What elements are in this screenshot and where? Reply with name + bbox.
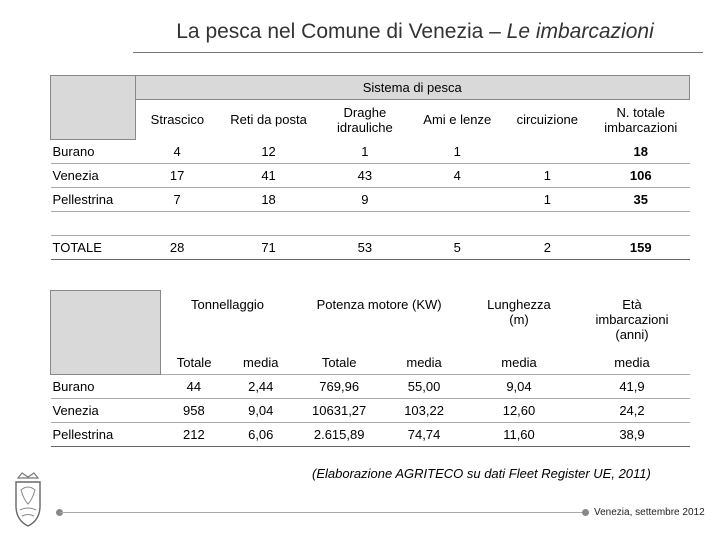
table-cell: 55,00 <box>384 375 464 399</box>
table-cell: 9,04 <box>227 399 294 423</box>
table-cell: 12,60 <box>464 399 574 423</box>
table-cell: 18 <box>219 188 318 212</box>
page-title <box>0 20 720 44</box>
table-cell: 1 <box>503 188 592 212</box>
row-label: TOTALE <box>52 240 102 255</box>
column-header: media <box>574 351 690 375</box>
row-label: Venezia <box>51 164 136 188</box>
table-cell: 958 <box>160 399 227 423</box>
table-cell: 9,04 <box>464 375 574 399</box>
table-cell: 12 <box>219 140 318 164</box>
table-row-total <box>51 236 690 260</box>
fishing-system-table <box>50 75 690 260</box>
row-label: Burano <box>51 375 161 399</box>
group-header: Tonnellaggio <box>160 291 294 351</box>
table-row <box>51 375 691 399</box>
table-cell: 6,06 <box>248 427 274 442</box>
row-label: Burano <box>51 140 136 164</box>
table-cell: 7 <box>135 188 219 212</box>
footer-divider <box>60 512 585 513</box>
table-cell: 103,22 <box>384 399 464 423</box>
footer-dot-right <box>582 509 589 516</box>
table-row <box>51 188 690 212</box>
table-cell <box>503 140 592 164</box>
fleet-characteristics-table <box>50 290 690 447</box>
table-cell: 53 <box>357 240 373 255</box>
table-cell: 4 <box>412 164 503 188</box>
corner-cell <box>51 291 161 375</box>
table-cell: 10631,27 <box>294 399 384 423</box>
column-header: media <box>227 351 294 375</box>
title-italic: Le imbarcazioni <box>506 20 654 43</box>
table-cell: 18 <box>592 140 689 164</box>
table-cell: 71 <box>261 240 276 255</box>
table-row <box>51 423 691 447</box>
table-row <box>51 399 691 423</box>
group-header: Potenza motore (KW) <box>294 291 464 351</box>
table-cell: 9 <box>318 188 412 212</box>
table-cell: 41,9 <box>574 375 690 399</box>
group-header: Sistema di pesca <box>135 76 690 100</box>
table-cell: 2,44 <box>227 375 294 399</box>
row-label: Pellestrina <box>51 188 136 212</box>
title-main: La pesca nel Comune di Venezia – <box>176 20 507 43</box>
table-cell: 159 <box>629 240 652 255</box>
source-note: (Elaborazione AGRITECO su dati Fleet Register UE, 2011) <box>312 466 651 481</box>
corner-cell <box>51 76 136 140</box>
table-cell: 44 <box>160 375 227 399</box>
table-row <box>51 140 690 164</box>
table-cell <box>412 188 503 212</box>
table-cell: 41 <box>219 164 318 188</box>
column-header: media <box>464 351 574 375</box>
title-divider <box>133 52 703 53</box>
group-header: Età imbarcazioni (anni) <box>574 291 690 351</box>
table-row <box>51 164 690 188</box>
table-cell: 2 <box>543 240 551 255</box>
table-cell: 74,74 <box>407 427 441 442</box>
table-cell: 17 <box>135 164 219 188</box>
table-cell: 24,2 <box>574 399 690 423</box>
table-cell: 35 <box>592 188 689 212</box>
coat-of-arms-icon <box>10 470 46 530</box>
table-cell: 28 <box>169 240 185 255</box>
row-label: Venezia <box>51 399 161 423</box>
column-header: N. totale imbarcazioni <box>592 100 689 140</box>
group-header: Lunghezza (m) <box>464 291 574 351</box>
table-cell: 5 <box>453 240 461 255</box>
column-header: Reti da posta <box>219 100 318 140</box>
column-header: Ami e lenze <box>412 100 503 140</box>
table-cell: 43 <box>318 164 412 188</box>
column-header: media <box>384 351 464 375</box>
column-header: Draghe idrauliche <box>318 100 412 140</box>
column-header: Strascico <box>135 100 219 140</box>
table-cell: 106 <box>592 164 689 188</box>
footer-date: Venezia, settembre 2012 <box>594 507 705 518</box>
column-header: Totale <box>160 351 227 375</box>
table-cell: 769,96 <box>294 375 384 399</box>
column-header: circuizione <box>503 100 592 140</box>
table-cell: 2.615,89 <box>313 427 365 442</box>
table-cell: 1 <box>412 140 503 164</box>
table-cell: 1 <box>503 164 592 188</box>
table-cell: 212 <box>182 427 205 442</box>
table-cell: 1 <box>318 140 412 164</box>
column-header: Totale <box>294 351 384 375</box>
table-cell: 4 <box>135 140 219 164</box>
table-cell: 38,9 <box>619 427 645 442</box>
table-cell: 11,60 <box>503 427 535 442</box>
row-label: Pellestrina <box>52 427 114 442</box>
